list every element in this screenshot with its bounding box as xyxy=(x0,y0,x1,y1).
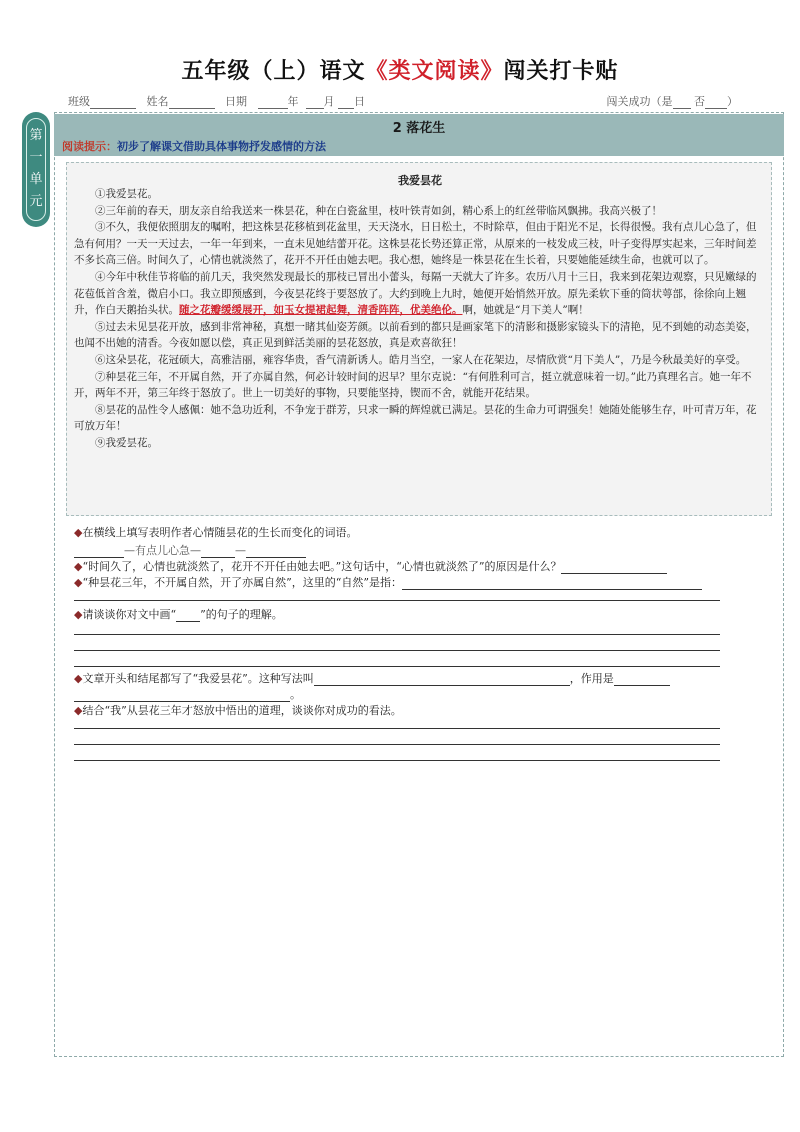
passage-title: 我爱昙花 xyxy=(398,174,442,187)
question-5-answer-b[interactable] xyxy=(614,673,670,686)
success-yes-field[interactable] xyxy=(673,97,691,109)
question-3-answer[interactable] xyxy=(402,577,702,590)
page-title: 五年级（上）语文《类文阅读》闯关打卡贴 xyxy=(181,59,619,84)
question-2-answer[interactable] xyxy=(561,561,667,574)
success-no-field[interactable] xyxy=(705,97,727,109)
question-1: ◆在横线上填写表明作者心情随昙花的生长而变化的词语。 xyxy=(74,526,358,539)
paragraph-9: ⑨我爱昙花。 xyxy=(95,436,158,449)
lesson-banner xyxy=(54,114,784,156)
answer-line[interactable] xyxy=(74,744,720,745)
paragraph-4: ④今年中秋佳节将临的前几天，我突然发现最长的那枝已冒出小蕾头，每隔一天就大了许多。农历八月十三日，我来到花架边观察，只见嫩绿的花苞低首含羞，微启小口。我立即预感到，今夜昙花终于要怒放了。大约到晚上九时，她便开始悄然开放。原先柔软下垂的筒状萼部，徐徐向上翘升，作白天鹅抬头状。随之花瓣缓缓展开，如玉女提裙起舞，清香阵阵，优美绝伦。啊，她就是“月下美人”啊！ xyxy=(74,270,757,317)
question-5: ◆文章开头和结尾都写了“我爱昙花”。这种写法叫 ，作用是 xyxy=(74,670,670,686)
answer-line[interactable] xyxy=(74,760,720,761)
paragraph-7: ⑦种昙花三年，不开属自然，开了亦属自然，何必计较时间的迟早？里尔克说：“有何胜利可言，挺立就意味着一切。”此乃真理名言。她一年不开，两年不开，第三年终于怒放了。世上一切美好的事物，只要能坚持，锲而不舍，就能开花结果。 xyxy=(74,370,752,400)
question-1-answer-row: —有点儿心急— — xyxy=(74,542,306,558)
answer-line[interactable] xyxy=(74,634,720,635)
paragraph-5: ⑤过去未见昙花开放，感到非常神秘，真想一睹其仙姿芳颜。以前看到的都只是画家笔下的清影和摄影家镜头下的清艳，见不到她的动态美姿，也闻不出她的清香。今夜如愿以偿，真正见到鲜活美丽的昙花怒放，真是欢喜欲狂！ xyxy=(74,320,757,350)
name-field[interactable] xyxy=(169,97,215,109)
date-label: 日期 xyxy=(225,95,247,108)
answer-line[interactable] xyxy=(74,728,720,729)
year-field[interactable] xyxy=(258,97,288,109)
paragraph-2: ②三年前的春天，朋友亲自给我送来一株昙花，种在白瓷盆里，枝叶铁青如剑，精心系上的红丝带临风飘拂。我高兴极了！ xyxy=(95,204,662,217)
class-field[interactable] xyxy=(90,97,136,109)
paragraph-6: ⑥这朵昙花，花冠硕大，高雅洁丽，雍容华贵，香气清新诱人。皓月当空，一家人在花架边，尽情欣赏“月下美人”，乃是今秋最美好的享受。 xyxy=(95,353,747,366)
reading-hint: 阅读提示：初步了解课文借助具体事物抒发感情的方法 xyxy=(62,140,326,153)
question-3: ◆“种昙花三年，不开属自然，开了亦属自然”，这里的“自然”是指： xyxy=(74,574,702,590)
question-6: ◆结合“我”从昙花三年才怒放中悟出的道理，谈谈你对成功的看法。 xyxy=(74,704,402,717)
day-field[interactable] xyxy=(338,97,354,109)
answer-line[interactable] xyxy=(74,666,720,667)
success-checkbox-row: 闯关成功（是 否 ） xyxy=(606,95,738,108)
highlighted-sentence: 随之花瓣缓缓展开，如玉女提裙起舞，清香阵阵，优美绝伦。 xyxy=(179,304,463,317)
lesson-title: 2 落花生 xyxy=(392,121,446,136)
question-5-answer-a[interactable] xyxy=(314,673,570,686)
month-field[interactable] xyxy=(306,97,324,109)
answer-line[interactable] xyxy=(74,600,720,601)
unit-tab: 第 一 单 元 xyxy=(22,112,50,227)
class-label: 班级 xyxy=(68,95,90,108)
paragraph-3: ③不久，我便依照朋友的嘱咐，把这株昙花移植到花盆里，天天浇水，日日松土，不时除草，但由于阳光不足，长得很慢。我有点儿心急了，但急有何用？一天一天过去，一年一年到来，一直未见她结蕾开花。这株昙花长势还算正常，从原来的一枝发成三枝，叶子变得厚实起来，三年时间差不多长高三倍。时间久了，心情也就淡然了，花开不开任由她去吧。我心想，她终是一株昙花在生长着，只要她能延续生命，也就可以了。 xyxy=(74,221,757,267)
question-5-continued: 。 xyxy=(74,686,301,702)
answer-line[interactable] xyxy=(74,650,720,651)
question-2: ◆“时间久了，心情也就淡然了，花开不开任由她去吧。”这句话中，“心情也就淡然了”的原因是什么？ xyxy=(74,558,667,574)
student-info-row: 班级 姓名 日期 年 月 日 闯关成功（是 否 ） xyxy=(68,95,738,108)
question-4: ◆请谈谈你对文中画“ ”的句子的理解。 xyxy=(74,608,283,621)
paragraph-8: ⑧昙花的品性令人感佩：她不急功近利，不争宠于群芳，只求一瞬的辉煌就已满足。昙花的生命力可谓强矣！她随处能够生存，叶可青万年，花可放万年！ xyxy=(74,403,757,433)
paragraph-1: ①我爱昙花。 xyxy=(95,188,158,200)
name-label: 姓名 xyxy=(146,95,169,108)
passage-text xyxy=(74,186,766,452)
